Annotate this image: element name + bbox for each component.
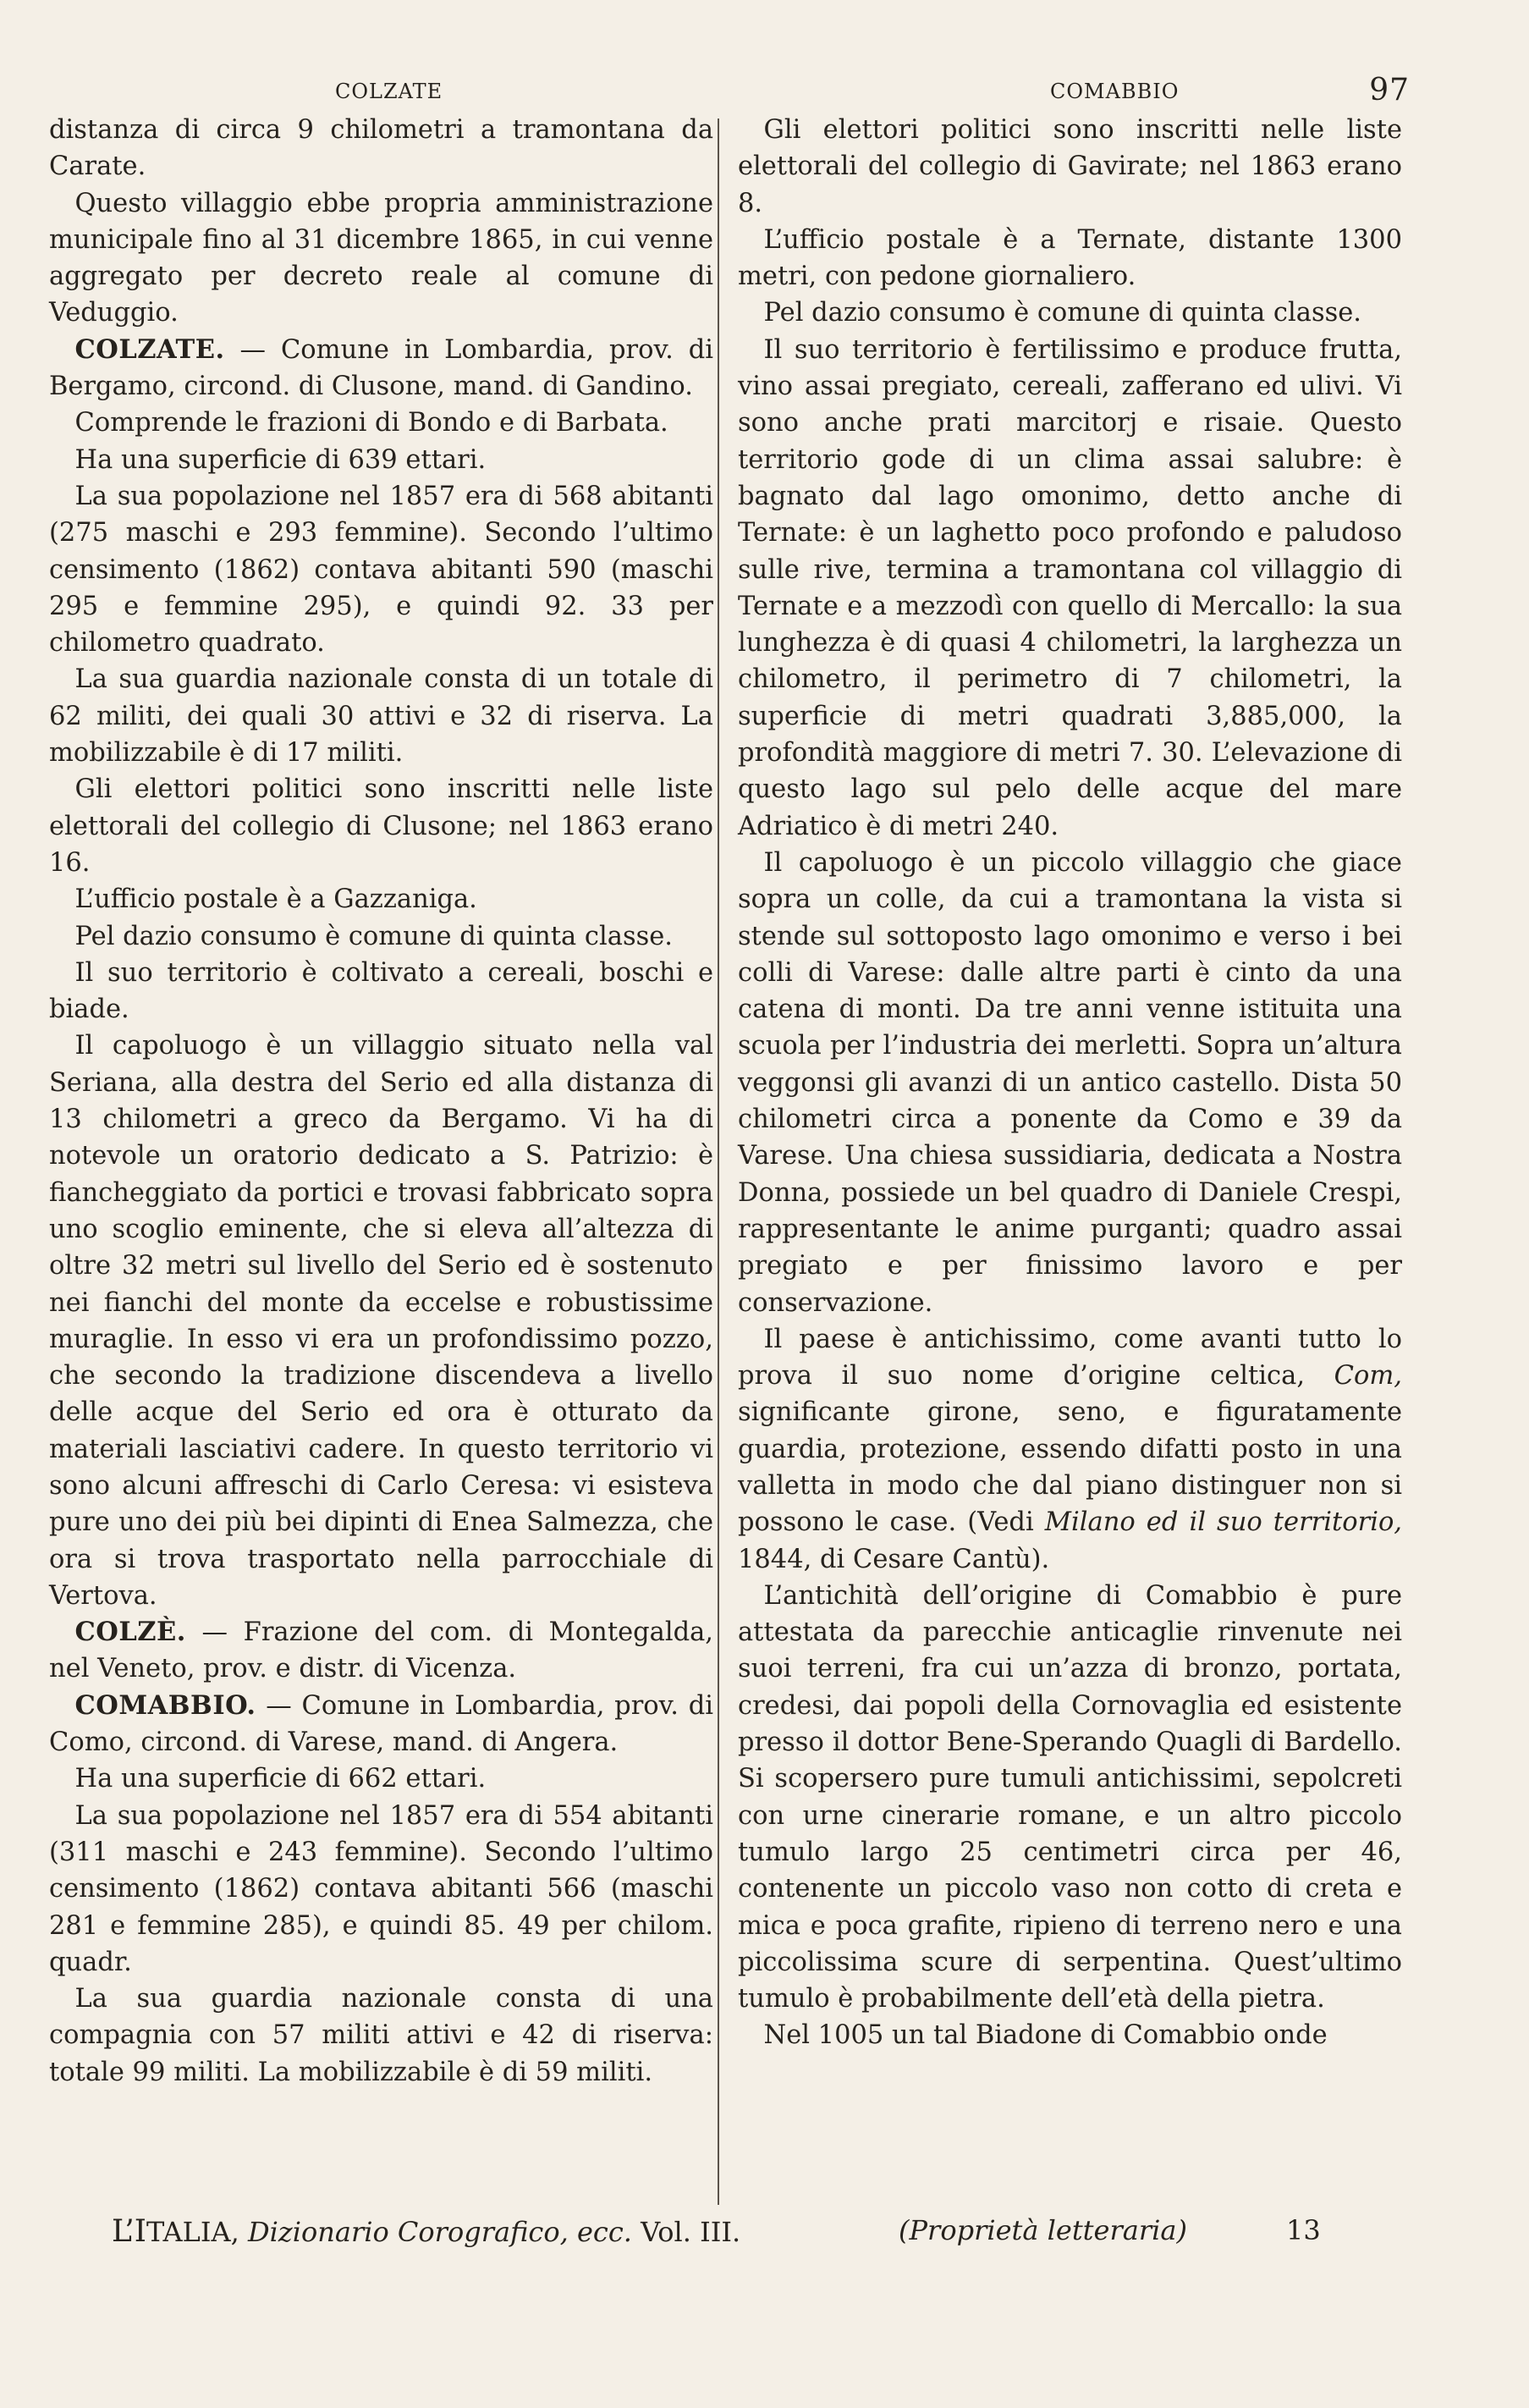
footer-volume: Vol. III. bbox=[631, 2216, 741, 2248]
paragraph bbox=[49, 1028, 713, 1614]
paragraph bbox=[738, 2017, 1402, 2053]
running-header bbox=[47, 73, 1410, 107]
paragraph-text: L’ufficio postale è a Ternate, distante 1300 metri, con pedone giornaliero. bbox=[738, 224, 1402, 292]
paragraph bbox=[738, 222, 1402, 295]
paragraph-text: La sua guardia nazionale consta di una compagnia con 57 militi attivi e 42 di riserva: totale 99 militi. La mobilizzabile è di 59 militi. bbox=[49, 1984, 713, 2087]
paragraph-text: — Comune in Lombardia, prov. di Bergamo, circond. di Clusone, mand. di Gandino. bbox=[49, 334, 713, 402]
footer-book-title: Dizionario Corografico, ecc. bbox=[248, 2216, 632, 2248]
paragraph bbox=[49, 185, 713, 332]
book-title: Milano ed il suo territorio, bbox=[1044, 1507, 1403, 1538]
entry-headword: COLZÈ. bbox=[74, 1617, 186, 1648]
paragraph-text: Il suo territorio è fertilissimo e produce frutta, vino assai pregiato, cereali, zafferano ed ulivi. Vi sono anche prati marcitorj e risaie. Questo territorio gode di un clima assai salubre: è bagnato dal lago omonimo, detto anche di Ternate: è un laghetto poco profondo e paludoso sulle rive, termina a tramontana col villaggio di Ternate e a mezzodì con quello di Mercallo: la sua lunghezza è di quasi 4 chilometri, la larghezza un chilometro, il perimetro di 7 chilometri, la superficie di metri quadrati 3,885,000, la profondità maggiore di metri 7. 30. L’elevazione di questo lago sul pelo delle acque del mare Adriatico è di metri 240. bbox=[738, 334, 1402, 841]
paragraph-text: La sua popolazione nel 1857 era di 554 abitanti (311 maschi e 243 femmine). Secondo l’ultimo censimento (1862) contava abitanti 566 (maschi 281 e femmine 285), e quindi 85. 49 per chilom. quadr. bbox=[49, 1800, 713, 1977]
header-right-keyword: COMABBIO bbox=[1050, 80, 1180, 103]
footer-initial: L’I bbox=[112, 2214, 146, 2249]
paragraph bbox=[738, 845, 1402, 1321]
paragraph-text: Il capoluogo è un villaggio situato nella val Seriana, alla destra del Serio ed alla distanza di 13 chilometri a greco da Bergamo. Vi ha di notevole un oratorio dedicato a S. Patrizio: è fiancheggiato da portici e trovasi fabbricato sopra uno scoglio eminente, che si eleva all’altezza di oltre 32 metri sul livello del Serio ed è sostenuto nei fianchi del monte da eccelse e robustissime muraglie. In esso vi era un profondissimo pozzo, che secondo la tradizione discendeva a livello delle acque del Serio ed ora è otturato da materiali lasciativi cadere. In questo territorio vi sono alcuni affreschi di Carlo Ceresa: vi esisteva pure uno dei più bei dipinti di Enea Salmezza, che ora si trova trasportato nella parrocchiale di Vertova. bbox=[49, 1031, 713, 1611]
paragraph-text: Pel dazio consumo è comune di quinta classe. bbox=[763, 298, 1361, 328]
entry-paragraph bbox=[49, 332, 713, 405]
paragraph-text: — Frazione del com. di Montegalda, nel Veneto, prov. e distr. di Vicenza. bbox=[49, 1617, 713, 1684]
paragraph bbox=[738, 1578, 1402, 2018]
paragraph bbox=[49, 1981, 713, 2091]
footer-separator: , bbox=[230, 2216, 248, 2248]
paragraph-text: L’antichità dell’origine di Comabbio è pure attestata da parecchie anticaglie rinvenute nei suoi terreni, fra cui un’azza di bronzo, portata, credesi, dai popoli della Cornovaglia ed esistente presso il dottor Bene-Sperando Quagli di Bardello. Si scopersero pure tumuli antichissimi, sepolcreti con urne cinerarie romane, e un altro piccolo tumulo largo 25 centimetri circa per 46, contenente un piccolo vaso non cotto di creta e mica e poca grafite, ripieno di terreno nero e una piccolissima scure di serpentina. Quest’ultimo tumulo è probabilmente dell’età della pietra. bbox=[738, 1580, 1402, 2014]
paragraph-text: Nel 1005 un tal Biadone di Comabbio onde bbox=[763, 2020, 1328, 2051]
paragraph bbox=[49, 661, 713, 771]
footer-signature-number: 13 bbox=[1286, 2214, 1321, 2246]
paragraph bbox=[49, 881, 713, 917]
entry-paragraph bbox=[49, 1688, 713, 1761]
entry-paragraph bbox=[49, 1614, 713, 1688]
paragraph bbox=[738, 295, 1402, 331]
paragraph-text: Gli elettori politici sono inscritti nelle liste elettorali del collegio di Clusone; nel 1863 erano 16. bbox=[49, 774, 713, 878]
paragraph-text: Il paese è antichissimo, come avanti tutto lo prova il suo nome d’origine celtica, bbox=[738, 1324, 1402, 1391]
paragraph bbox=[738, 332, 1402, 845]
paragraph bbox=[49, 1798, 713, 1981]
footer-publication bbox=[112, 2214, 740, 2249]
paragraph bbox=[738, 112, 1402, 222]
header-left-keyword: COLZATE bbox=[335, 80, 443, 103]
column-divider bbox=[718, 118, 719, 2205]
paragraph-text: — Comune in Lombardia, prov. di Como, circond. di Varese, mand. di Angera. bbox=[49, 1690, 713, 1758]
paragraph-text: Il capoluogo è un piccolo villaggio che giace sopra un colle, da cui a tramontana la vista si stende sul sottoposto lago omonimo e verso i bei colli di Varese: dalle altre parti è cinto da una catena di monti. Da tre anni venne istituita una scuola per l’industria dei merletti. Sopra un’altura veggonsi gli avanzi di un antico castello. Dista 50 chilometri circa a ponente da Como e 39 da Varese. Una chiesa sussidiaria, dedicata a Nostra Donna, possiede un bel quadro di Daniele Crespi, rappresentante le anime purganti; quadro assai pregiato e per finissimo lavoro e per conservazione. bbox=[738, 847, 1402, 1318]
right-column bbox=[738, 112, 1402, 2054]
paragraph bbox=[49, 405, 713, 441]
footer-copyright-note: (Proprietà letteraria) bbox=[899, 2214, 1187, 2246]
paragraph-text: Pel dazio consumo è comune di quinta classe. bbox=[74, 921, 673, 951]
paragraph-text: Il suo territorio è coltivato a cereali, boschi e biade. bbox=[49, 957, 713, 1025]
paragraph bbox=[49, 442, 713, 478]
paragraph-text: 1844, di Cesare Cantù). bbox=[738, 1544, 1050, 1574]
paragraph-text: significante girone, seno, e figuratamente guardia, protezione, essendo difatti posto in una valletta in modo che dal piano distinguer non si possono le case. (Vedi bbox=[738, 1397, 1402, 1538]
paragraph-text: L’ufficio postale è a Gazzaniga. bbox=[74, 884, 477, 915]
paragraph bbox=[49, 1761, 713, 1797]
paragraph-text: Ha una superficie di 639 ettari. bbox=[74, 444, 487, 475]
paragraph-text: Gli elettori politici sono inscritti nelle liste elettorali del collegio di Gavirate; nel 1863 erano 8. bbox=[738, 115, 1402, 218]
paragraph bbox=[49, 955, 713, 1028]
entry-headword: COMABBIO. bbox=[74, 1689, 256, 1721]
paragraph bbox=[49, 112, 713, 185]
footer-smallcaps: TALIA bbox=[146, 2216, 231, 2248]
paragraph bbox=[738, 1321, 1402, 1578]
paragraph bbox=[49, 478, 713, 661]
entry-headword: COLZATE. bbox=[74, 333, 225, 365]
paragraph-text: Comprende le frazioni di Bondo e di Barbata. bbox=[74, 408, 668, 438]
paragraph bbox=[49, 771, 713, 881]
paragraph bbox=[49, 918, 713, 955]
italic-term: Com, bbox=[1334, 1361, 1402, 1391]
paragraph-text: distanza di circa 9 chilometri a tramontana da Carate. bbox=[49, 115, 713, 182]
paragraph-text: Ha una superficie di 662 ettari. bbox=[74, 1764, 487, 1794]
page-number: 97 bbox=[1369, 73, 1410, 107]
paragraph-text: Questo villaggio ebbe propria amministrazione municipale fino al 31 dicembre 1865, in cui venne aggregato per decreto reale al comune di Veduggio. bbox=[49, 188, 713, 328]
paragraph-text: La sua popolazione nel 1857 era di 568 abitanti (275 maschi e 293 femmine). Secondo l’ultimo censimento (1862) contava abitanti 590 (maschi 295 e femmine 295), e quindi 92. 33 per chilometro quadrato. bbox=[49, 481, 713, 658]
paragraph-text: La sua guardia nazionale consta di un totale di 62 militi, dei quali 30 attivi e 32 di riserva. La mobilizzabile è di 17 militi. bbox=[49, 664, 713, 769]
left-column bbox=[49, 112, 713, 2091]
